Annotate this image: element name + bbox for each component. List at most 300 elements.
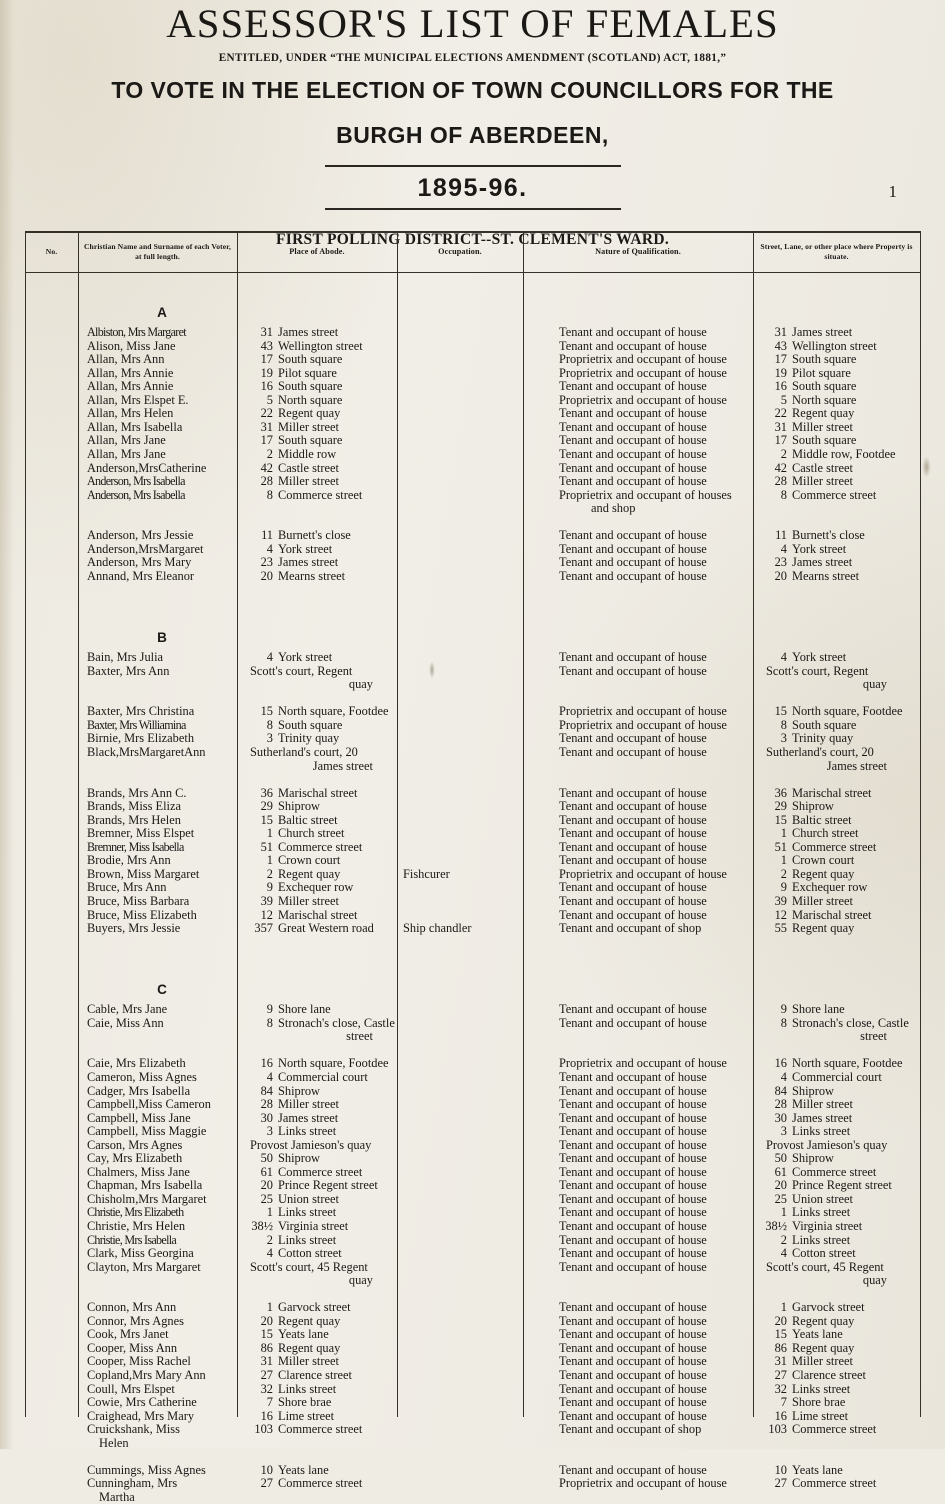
abode-cell-text: South square — [278, 379, 343, 394]
qualification-cell: Tenant and occupant of house — [559, 785, 707, 800]
street-cell-text: Clarence street — [792, 1368, 866, 1383]
street-cell — [753, 1085, 921, 1099]
street-cell-text: Scott's court, 45 Regent — [766, 1259, 884, 1274]
street-cell-number — [753, 1261, 766, 1275]
no-cell — [25, 475, 78, 489]
street-cell — [753, 556, 921, 570]
spacer — [523, 692, 753, 706]
street-cell-number: 4 — [780, 1069, 787, 1084]
name-cell: Cooper, Miss Rachel — [87, 1354, 191, 1369]
no-cell — [25, 854, 78, 868]
abode-cell-text: Regent quay — [278, 406, 341, 421]
spacer — [523, 949, 753, 963]
occupation-cell — [397, 1247, 523, 1261]
qualification-cell: Tenant and occupant of house — [559, 731, 707, 746]
no-cell — [25, 1206, 78, 1220]
street-cell — [753, 367, 921, 381]
street-cell-text: South square — [792, 352, 857, 367]
no-cell — [25, 719, 78, 733]
spacer — [753, 1450, 921, 1464]
street-cell — [753, 1220, 921, 1234]
abode-cell-number — [237, 1261, 250, 1275]
spacer — [237, 597, 397, 611]
name-cell: Anderson, Mrs Isabella — [87, 487, 185, 502]
abode-cell-number: 38½ — [251, 1219, 273, 1233]
abode-cell-text: Commerce street — [278, 1164, 363, 1179]
street-cell-number: 39 — [774, 893, 787, 908]
street-cell-text: Regent quay — [792, 1313, 855, 1328]
abode-cell-text: Shiprow — [278, 799, 320, 814]
street-cell-text: North square, Footdee — [792, 1056, 903, 1071]
occupation-cell — [397, 1098, 523, 1112]
abode-cell-text: Marischal street — [278, 907, 358, 922]
spacer — [523, 936, 753, 950]
abode-cell-text: Baltic street — [278, 812, 338, 827]
street-cell — [753, 1166, 921, 1180]
no-cell — [25, 909, 78, 923]
qualification-cell: Tenant and occupant of house — [559, 1313, 707, 1328]
section-letter — [523, 624, 753, 651]
qualification-cell: Tenant and occupant of house — [559, 1083, 707, 1098]
abode-cell — [237, 1383, 397, 1397]
name-cell: Chisholm,Mrs Margaret — [87, 1191, 207, 1206]
occupation-cell — [397, 814, 523, 828]
occupation-cell — [397, 1315, 523, 1329]
occupation-cell — [397, 1112, 523, 1126]
abode-cell — [237, 881, 397, 895]
street-cell — [753, 326, 921, 340]
section-letter — [25, 624, 78, 651]
name-cell-cont — [78, 502, 237, 516]
abode-cell — [237, 407, 397, 421]
section-letter — [237, 976, 397, 1003]
occupation-cell — [397, 1166, 523, 1180]
abode-cell — [237, 1423, 397, 1437]
abode-cell-text: Commerce street — [278, 487, 363, 502]
abode-cell-text: Links street — [278, 1124, 337, 1139]
spacer — [78, 692, 237, 706]
spacer — [753, 773, 921, 787]
qualification-cell: Tenant and occupant of house — [559, 1124, 707, 1139]
abode-cell-text: Shiprow — [278, 1151, 320, 1166]
column-street — [753, 272, 921, 1491]
occupation-cell — [397, 1274, 523, 1288]
abode-cell — [237, 827, 397, 841]
qualification-cell: Proprietrix and occupant of house — [559, 866, 727, 881]
name-cell: Caie, Miss Ann — [87, 1015, 164, 1030]
name-cell: Cook, Mrs Janet — [87, 1327, 169, 1342]
street-cell — [753, 1410, 921, 1424]
name-cell: Bruce, Miss Elizabeth — [87, 907, 197, 922]
street-cell — [753, 1234, 921, 1248]
street-cell-number: 28 — [774, 1097, 787, 1112]
abode-cell-text: Links street — [278, 1381, 337, 1396]
occupation-cell — [397, 1085, 523, 1099]
abode-cell-number: 15 — [260, 1327, 273, 1342]
street-cell — [753, 448, 921, 462]
abode-cell — [237, 1152, 397, 1166]
street-cell-text: Commerce street — [792, 487, 877, 502]
spacer — [78, 949, 237, 963]
abode-cell-text: Great Western road — [278, 921, 374, 936]
name-cell-cont — [78, 760, 237, 774]
spacer — [25, 1044, 78, 1058]
abode-cell — [237, 421, 397, 435]
street-cell — [753, 1139, 921, 1153]
name-cell: Cruickshank, Miss — [87, 1422, 180, 1437]
paper-stain — [922, 456, 931, 478]
name-cell: Christie, Mrs Elizabeth — [87, 1205, 184, 1220]
spacer — [397, 963, 523, 977]
no-cell — [25, 1166, 78, 1180]
no-cell — [25, 1220, 78, 1234]
no-cell — [25, 800, 78, 814]
name-cell-cont — [78, 1274, 237, 1288]
abode-cell-number: 84 — [260, 1083, 273, 1098]
abode-cell-number: 31 — [260, 419, 273, 434]
abode-cell-number: 27 — [260, 1476, 273, 1491]
street-cell — [753, 868, 921, 882]
street-cell-number: 19 — [774, 365, 787, 380]
street-cell-text: Links street — [792, 1124, 851, 1139]
occupation-cell — [397, 1423, 523, 1437]
abode-cell-number: 1 — [266, 1300, 273, 1315]
occupation-cell — [397, 1328, 523, 1342]
qualification-cell: Tenant and occupant of house — [559, 1015, 707, 1030]
qualification-cell: Tenant and occupant of house — [559, 1462, 707, 1477]
abode-cell — [237, 556, 397, 570]
spacer — [25, 597, 78, 611]
abode-cell-text: Regent quay — [278, 1313, 341, 1328]
abode-cell-number: 19 — [260, 365, 273, 380]
spacer — [753, 936, 921, 950]
street-cell — [753, 1071, 921, 1085]
no-cell — [25, 827, 78, 841]
abode-cell — [237, 475, 397, 489]
street-cell — [753, 1396, 921, 1410]
qualification-cell-cont — [523, 1437, 753, 1451]
spacer — [25, 1450, 78, 1464]
spacer — [237, 773, 397, 787]
abode-cell-number: 4 — [266, 1246, 273, 1261]
abode-cell-number: 16 — [260, 379, 273, 394]
abode-cell-number: 30 — [260, 1110, 273, 1125]
abode-cell-number: 4 — [266, 650, 273, 665]
street-cell-number: 86 — [774, 1340, 787, 1355]
year-label: 1895-96. — [417, 174, 528, 202]
abode-cell-text: Commerce street — [278, 1422, 363, 1437]
spacer — [237, 583, 397, 597]
header-abode: Place of Abode. — [289, 246, 345, 256]
qualification-cell: Tenant and occupant of house — [559, 1137, 707, 1152]
abode-cell — [237, 1003, 397, 1017]
no-cell — [25, 394, 78, 408]
street-cell — [753, 1003, 921, 1017]
street-cell — [753, 827, 921, 841]
no-cell — [25, 448, 78, 462]
street-cell-number: 1 — [780, 853, 787, 868]
occupation-cell — [397, 678, 523, 692]
name-cell: Brands, Mrs Ann C. — [87, 785, 187, 800]
abode-cell — [237, 1112, 397, 1126]
no-cell — [25, 462, 78, 476]
qualification-cell: Tenant and occupant of house — [559, 650, 707, 665]
spacer — [397, 692, 523, 706]
street-cell-text: Provost Jamieson's quay — [766, 1137, 888, 1152]
page-edge-shadow — [0, 0, 14, 1449]
occupation-cell — [397, 462, 523, 476]
name-cell: Bremner, Miss Elspet — [87, 826, 195, 841]
qualification-cell: Proprietrix and occupant of house — [559, 704, 727, 719]
qualification-cell: Tenant and occupant of house — [559, 1069, 707, 1084]
abode-cell-text: Links street — [278, 1232, 337, 1247]
abode-cell-number: 3 — [266, 1124, 273, 1139]
qualification-cell: Tenant and occupant of house — [559, 1205, 707, 1220]
spacer — [397, 1044, 523, 1058]
street-cell-number — [753, 1139, 766, 1153]
abode-cell — [237, 1328, 397, 1342]
qualification-cell: Tenant and occupant of house — [559, 1002, 707, 1017]
street-cell-number: 32 — [774, 1381, 787, 1396]
abode-cell — [237, 340, 397, 354]
abode-cell-text: Trinity quay — [278, 731, 340, 746]
street-cell-number: 30 — [774, 1110, 787, 1125]
qualification-cell: Tenant and occupant of house — [559, 555, 707, 570]
qualification-cell: Tenant and occupant of house — [559, 541, 707, 556]
abode-cell-text: Shiprow — [278, 1083, 320, 1098]
qualification-cell: Tenant and occupant of house — [559, 568, 707, 583]
column-name — [78, 272, 237, 1504]
abode-cell-number: 28 — [260, 1097, 273, 1112]
street-cell — [753, 1301, 921, 1315]
street-cell-number: 28 — [774, 474, 787, 489]
street-cell — [753, 922, 921, 936]
street-cell-number: 15 — [774, 704, 787, 719]
occupation-cell — [397, 895, 523, 909]
no-cell — [25, 1491, 78, 1504]
no-cell — [25, 543, 78, 557]
street-cell-number: 16 — [774, 1056, 787, 1071]
no-cell — [25, 678, 78, 692]
abode-cell-cont: street — [346, 1029, 373, 1044]
name-cell: Caie, Mrs Elizabeth — [87, 1056, 186, 1071]
street-cell — [753, 1179, 921, 1193]
abode-cell-text: Stronach's close, Castle — [278, 1015, 395, 1030]
abode-cell-text: Church street — [278, 826, 345, 841]
abode-cell — [237, 570, 397, 584]
abode-cell-number: 8 — [266, 1015, 273, 1030]
name-cell: Anderson,MrsCatherine — [87, 460, 207, 475]
abode-cell-number: 15 — [260, 812, 273, 827]
section-letter — [25, 299, 78, 326]
street-cell-number: 31 — [774, 325, 787, 340]
street-cell-text: Castle street — [792, 460, 853, 475]
abode-cell — [237, 529, 397, 543]
occupation-cell — [397, 1193, 523, 1207]
no-cell — [25, 421, 78, 435]
occupation-cell — [397, 1152, 523, 1166]
street-cell-number: 36 — [774, 785, 787, 800]
no-cell — [25, 787, 78, 801]
spacer — [25, 936, 78, 950]
abode-cell — [237, 543, 397, 557]
qualification-cell-cont — [523, 760, 753, 774]
no-cell — [25, 1003, 78, 1017]
qualification-cell: Tenant and occupant of house — [559, 1259, 707, 1274]
name-cell: Christie, Mrs Helen — [87, 1219, 186, 1233]
qualification-cell: Tenant and occupant of house — [559, 907, 707, 922]
occupation-cell — [397, 1261, 523, 1275]
abode-cell-text: Regent quay — [278, 1340, 341, 1355]
section-letter: A — [157, 305, 167, 321]
column-qualification — [523, 272, 753, 1491]
abode-cell-text: Middle row — [278, 447, 337, 462]
voter-roll-table — [25, 231, 921, 1504]
occupation-cell — [397, 1003, 523, 1017]
street-cell-number: 29 — [774, 799, 787, 814]
name-cell: Brown, Miss Margaret — [87, 866, 200, 881]
occupation-cell — [397, 434, 523, 448]
street-cell-number: 103 — [768, 1422, 787, 1437]
qualification-cell: Tenant and occupant of house — [559, 1151, 707, 1166]
abode-cell — [237, 868, 397, 882]
qualification-cell: Proprietrix and occupant of house — [559, 1476, 727, 1491]
occupation-cell — [397, 841, 523, 855]
street-cell-number: 3 — [780, 1124, 787, 1139]
street-cell-text: Baltic street — [792, 812, 852, 827]
abode-cell-text: York street — [278, 541, 333, 556]
page-title: ASSESSOR'S LIST OF FEMALES — [166, 1, 779, 46]
abode-cell-text: James street — [278, 325, 339, 340]
spacer — [237, 272, 397, 286]
street-cell — [753, 909, 921, 923]
street-cell — [753, 1477, 921, 1491]
occupation-cell — [397, 719, 523, 733]
spacer — [523, 773, 753, 787]
street-cell-number: 31 — [774, 1354, 787, 1369]
no-cell — [25, 1423, 78, 1437]
abode-cell-text: Miller street — [278, 1354, 339, 1369]
qualification-cell: Tenant and occupant of house — [559, 1219, 707, 1233]
no-cell — [25, 1396, 78, 1410]
street-cell — [753, 1098, 921, 1112]
spacer — [753, 1288, 921, 1302]
spacer — [753, 611, 921, 625]
qualification-cell: Tenant and occupant of house — [559, 433, 707, 448]
qualification-cell: Tenant and occupant of house — [559, 1178, 707, 1193]
street-cell — [753, 1125, 921, 1139]
abode-cell — [237, 1369, 397, 1383]
spacer — [25, 773, 78, 787]
abode-cell-text: Lime street — [278, 1408, 335, 1423]
abode-cell-text: Castle street — [278, 460, 339, 475]
abode-cell-number: 23 — [260, 555, 273, 570]
abode-cell-text: Scott's court, 45 Regent — [250, 1259, 368, 1274]
no-cell — [25, 1301, 78, 1315]
spacer — [237, 516, 397, 530]
name-cell: Christie, Mrs Isabella — [87, 1232, 177, 1247]
street-cell-number: 7 — [780, 1395, 787, 1410]
no-cell — [25, 1098, 78, 1112]
no-cell — [25, 1261, 78, 1275]
street-cell-number: 4 — [780, 650, 787, 665]
abode-cell-text: South square — [278, 352, 343, 367]
name-cell: Campbell,Miss Cameron — [87, 1097, 211, 1112]
street-cell — [753, 462, 921, 476]
abode-cell — [237, 1206, 397, 1220]
occupation-cell — [397, 1071, 523, 1085]
occupation-cell: Ship chandler — [403, 921, 472, 936]
spacer — [237, 1450, 397, 1464]
abode-cell-number: 9 — [266, 880, 273, 895]
spacer — [523, 516, 753, 530]
occupation-cell — [397, 367, 523, 381]
street-cell-cont — [753, 1491, 921, 1504]
column-no — [25, 272, 78, 1417]
no-cell — [25, 407, 78, 421]
name-cell: Annand, Mrs Eleanor — [87, 568, 195, 583]
abode-cell-text: Miller street — [278, 419, 339, 434]
no-cell — [25, 1057, 78, 1071]
spacer — [78, 272, 237, 286]
street-cell — [753, 434, 921, 448]
name-cell: Allan, Mrs Isabella — [87, 419, 183, 434]
street-cell-text: Miller street — [792, 474, 853, 489]
page-number: 1 — [888, 182, 897, 201]
name-cell: Cadger, Mrs Isabella — [87, 1083, 191, 1098]
no-cell — [25, 1017, 78, 1031]
street-cell — [753, 543, 921, 557]
abode-cell-text: Shore lane — [278, 1002, 331, 1017]
street-cell — [753, 1206, 921, 1220]
abode-cell-number — [237, 746, 250, 760]
abode-cell-text: Sutherland's court, 20 — [250, 744, 358, 759]
occupation-cell — [397, 881, 523, 895]
spacer — [523, 583, 753, 597]
street-cell-text: Pilot square — [792, 365, 851, 380]
occupation-cell — [397, 421, 523, 435]
street-cell-text: Church street — [792, 826, 859, 841]
street-cell — [753, 746, 921, 760]
qualification-cell: Tenant and occupant of house — [559, 338, 707, 353]
occupation-cell — [397, 1220, 523, 1234]
spacer — [753, 583, 921, 597]
name-cell: Cable, Mrs Jane — [87, 1002, 168, 1017]
header-qualification: Nature of Qualification. — [595, 246, 681, 256]
street-cell — [753, 719, 921, 733]
street-cell-text: North square — [792, 392, 857, 407]
name-cell: Buyers, Mrs Jessie — [87, 921, 181, 936]
street-cell — [753, 1152, 921, 1166]
street-cell-number: 9 — [780, 880, 787, 895]
name-cell: Cummings, Miss Agnes — [87, 1462, 206, 1477]
street-cell-text: South square — [792, 379, 857, 394]
no-cell — [25, 1112, 78, 1126]
name-cell: Allan, Mrs Elspet E. — [87, 392, 189, 407]
street-cell — [753, 407, 921, 421]
street-cell — [753, 895, 921, 909]
no-cell — [25, 1179, 78, 1193]
section-letter — [523, 976, 753, 1003]
spacer — [78, 583, 237, 597]
street-cell-text: Shore lane — [792, 1002, 845, 1017]
header-street: Street, Lane, or other place where Property is situate. — [760, 241, 913, 261]
abode-cell — [237, 841, 397, 855]
abode-cell-number: 103 — [254, 1422, 273, 1437]
street-cell-number: 23 — [774, 555, 787, 570]
street-cell-text: Exchequer row — [792, 880, 868, 895]
name-cell: Clark, Miss Georgina — [87, 1246, 194, 1261]
